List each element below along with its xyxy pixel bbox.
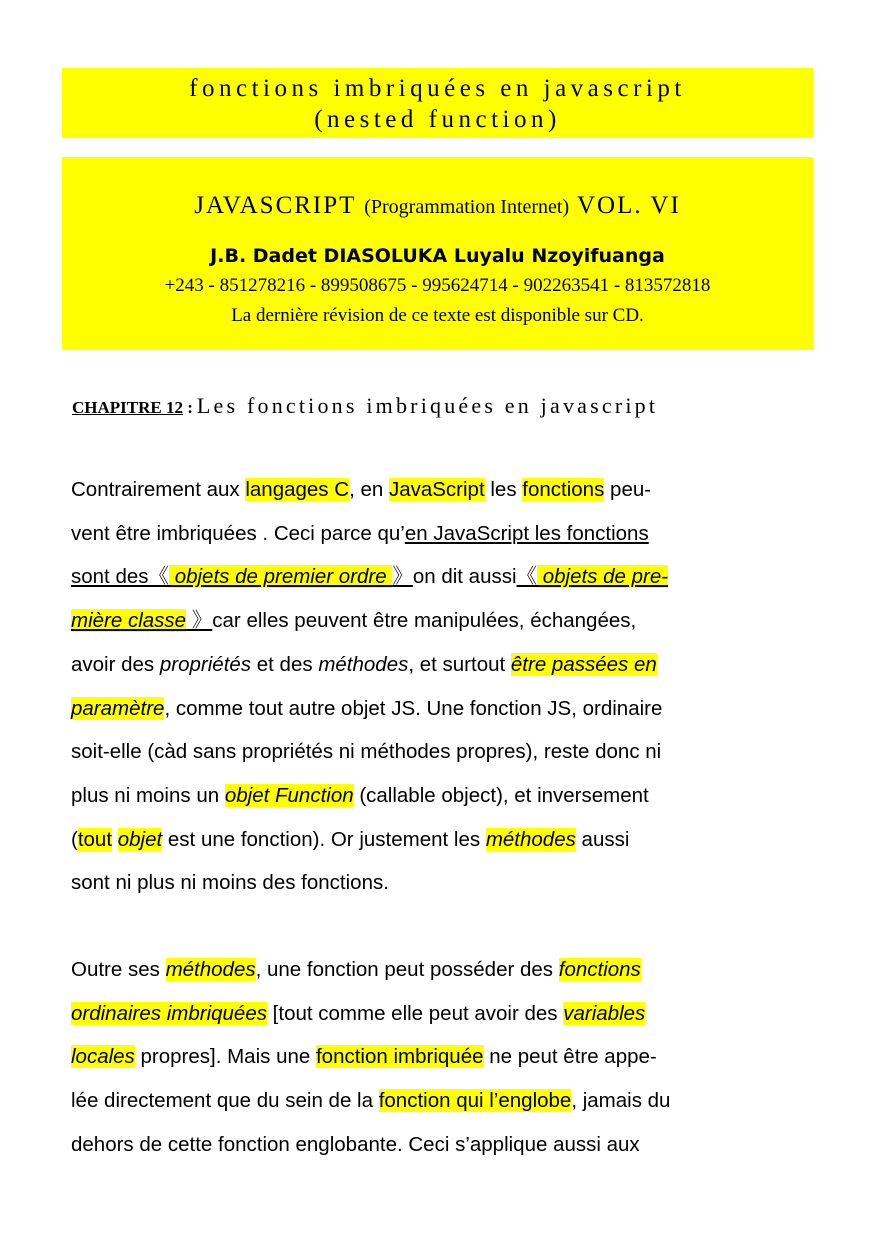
text-line: Contrairement aux langages C, en JavaScript les fonctions peu- bbox=[71, 478, 652, 501]
text-line: lée directement que du sein de la fonction qui l’englobe, jamais du bbox=[71, 1089, 671, 1113]
text-line: sont ni plus ni moins des fonctions. bbox=[71, 871, 389, 895]
text-line: ordinaires imbriquées [tout comme elle peut avoir des variables bbox=[71, 1001, 646, 1025]
text-line: Outre ses méthodes, une fonction peut posséder des fonctions bbox=[71, 958, 641, 981]
volume-left: JAVASCRIPT bbox=[194, 192, 356, 219]
paragraph-2 bbox=[71, 948, 806, 1167]
paragraph-1 bbox=[71, 468, 806, 905]
chapter-label: CHAPITRE 12 bbox=[72, 398, 183, 417]
text-line: soit-elle (càd sans propriétés ni méthodes propres), reste donc ni bbox=[71, 740, 662, 764]
volume-subtitle: (Programmation Internet) bbox=[364, 196, 570, 218]
text-line: vent être imbriquées . Ceci parce qu’en JavaScript les fonctions bbox=[71, 521, 649, 545]
volume-line bbox=[62, 191, 813, 222]
info-banner bbox=[62, 157, 813, 350]
chapter-colon: : bbox=[182, 398, 193, 417]
chapter-title: Les fonctions imbriquées en javascript bbox=[196, 393, 659, 418]
text-line: avoir des propriétés et des méthodes, et surtout être passées en bbox=[71, 652, 657, 676]
text-line: locales propres]. Mais une fonction imbriquée ne peut être appe- bbox=[71, 1045, 657, 1069]
revision-note: La dernière révision de ce texte est disponible sur CD. bbox=[231, 305, 644, 326]
text-line: sont des《 objets de premier ordre 》on dit aussi《 objets de pre- bbox=[71, 565, 669, 589]
title-line-1: fonctions imbriquées en javascript bbox=[189, 75, 686, 102]
chapter-heading bbox=[72, 393, 832, 419]
text-line: (tout objet est une fonction). Or justement les méthodes aussi bbox=[71, 827, 630, 851]
text-line: mière classe 》car elles peuvent être manipulées, échangées, bbox=[71, 609, 637, 633]
volume-number: VOL. VI bbox=[576, 192, 681, 219]
title-banner bbox=[62, 68, 813, 138]
title-line-2: (nested function) bbox=[314, 106, 561, 133]
phone-numbers: +243 - 851278216 - 899508675 - 995624714 - 902263541 - 813572818 bbox=[164, 275, 711, 296]
author-name: J.B. Dadet DIASOLUKA Luyalu Nzoyifuanga bbox=[210, 245, 665, 267]
text-line: dehors de cette fonction englobante. Ceci s’applique aussi aux bbox=[71, 1132, 640, 1156]
text-line: plus ni moins un objet Function (callable object), et inversement bbox=[71, 783, 649, 807]
text-line: paramètre, comme tout autre objet JS. Une fonction JS, ordinaire bbox=[71, 696, 663, 720]
